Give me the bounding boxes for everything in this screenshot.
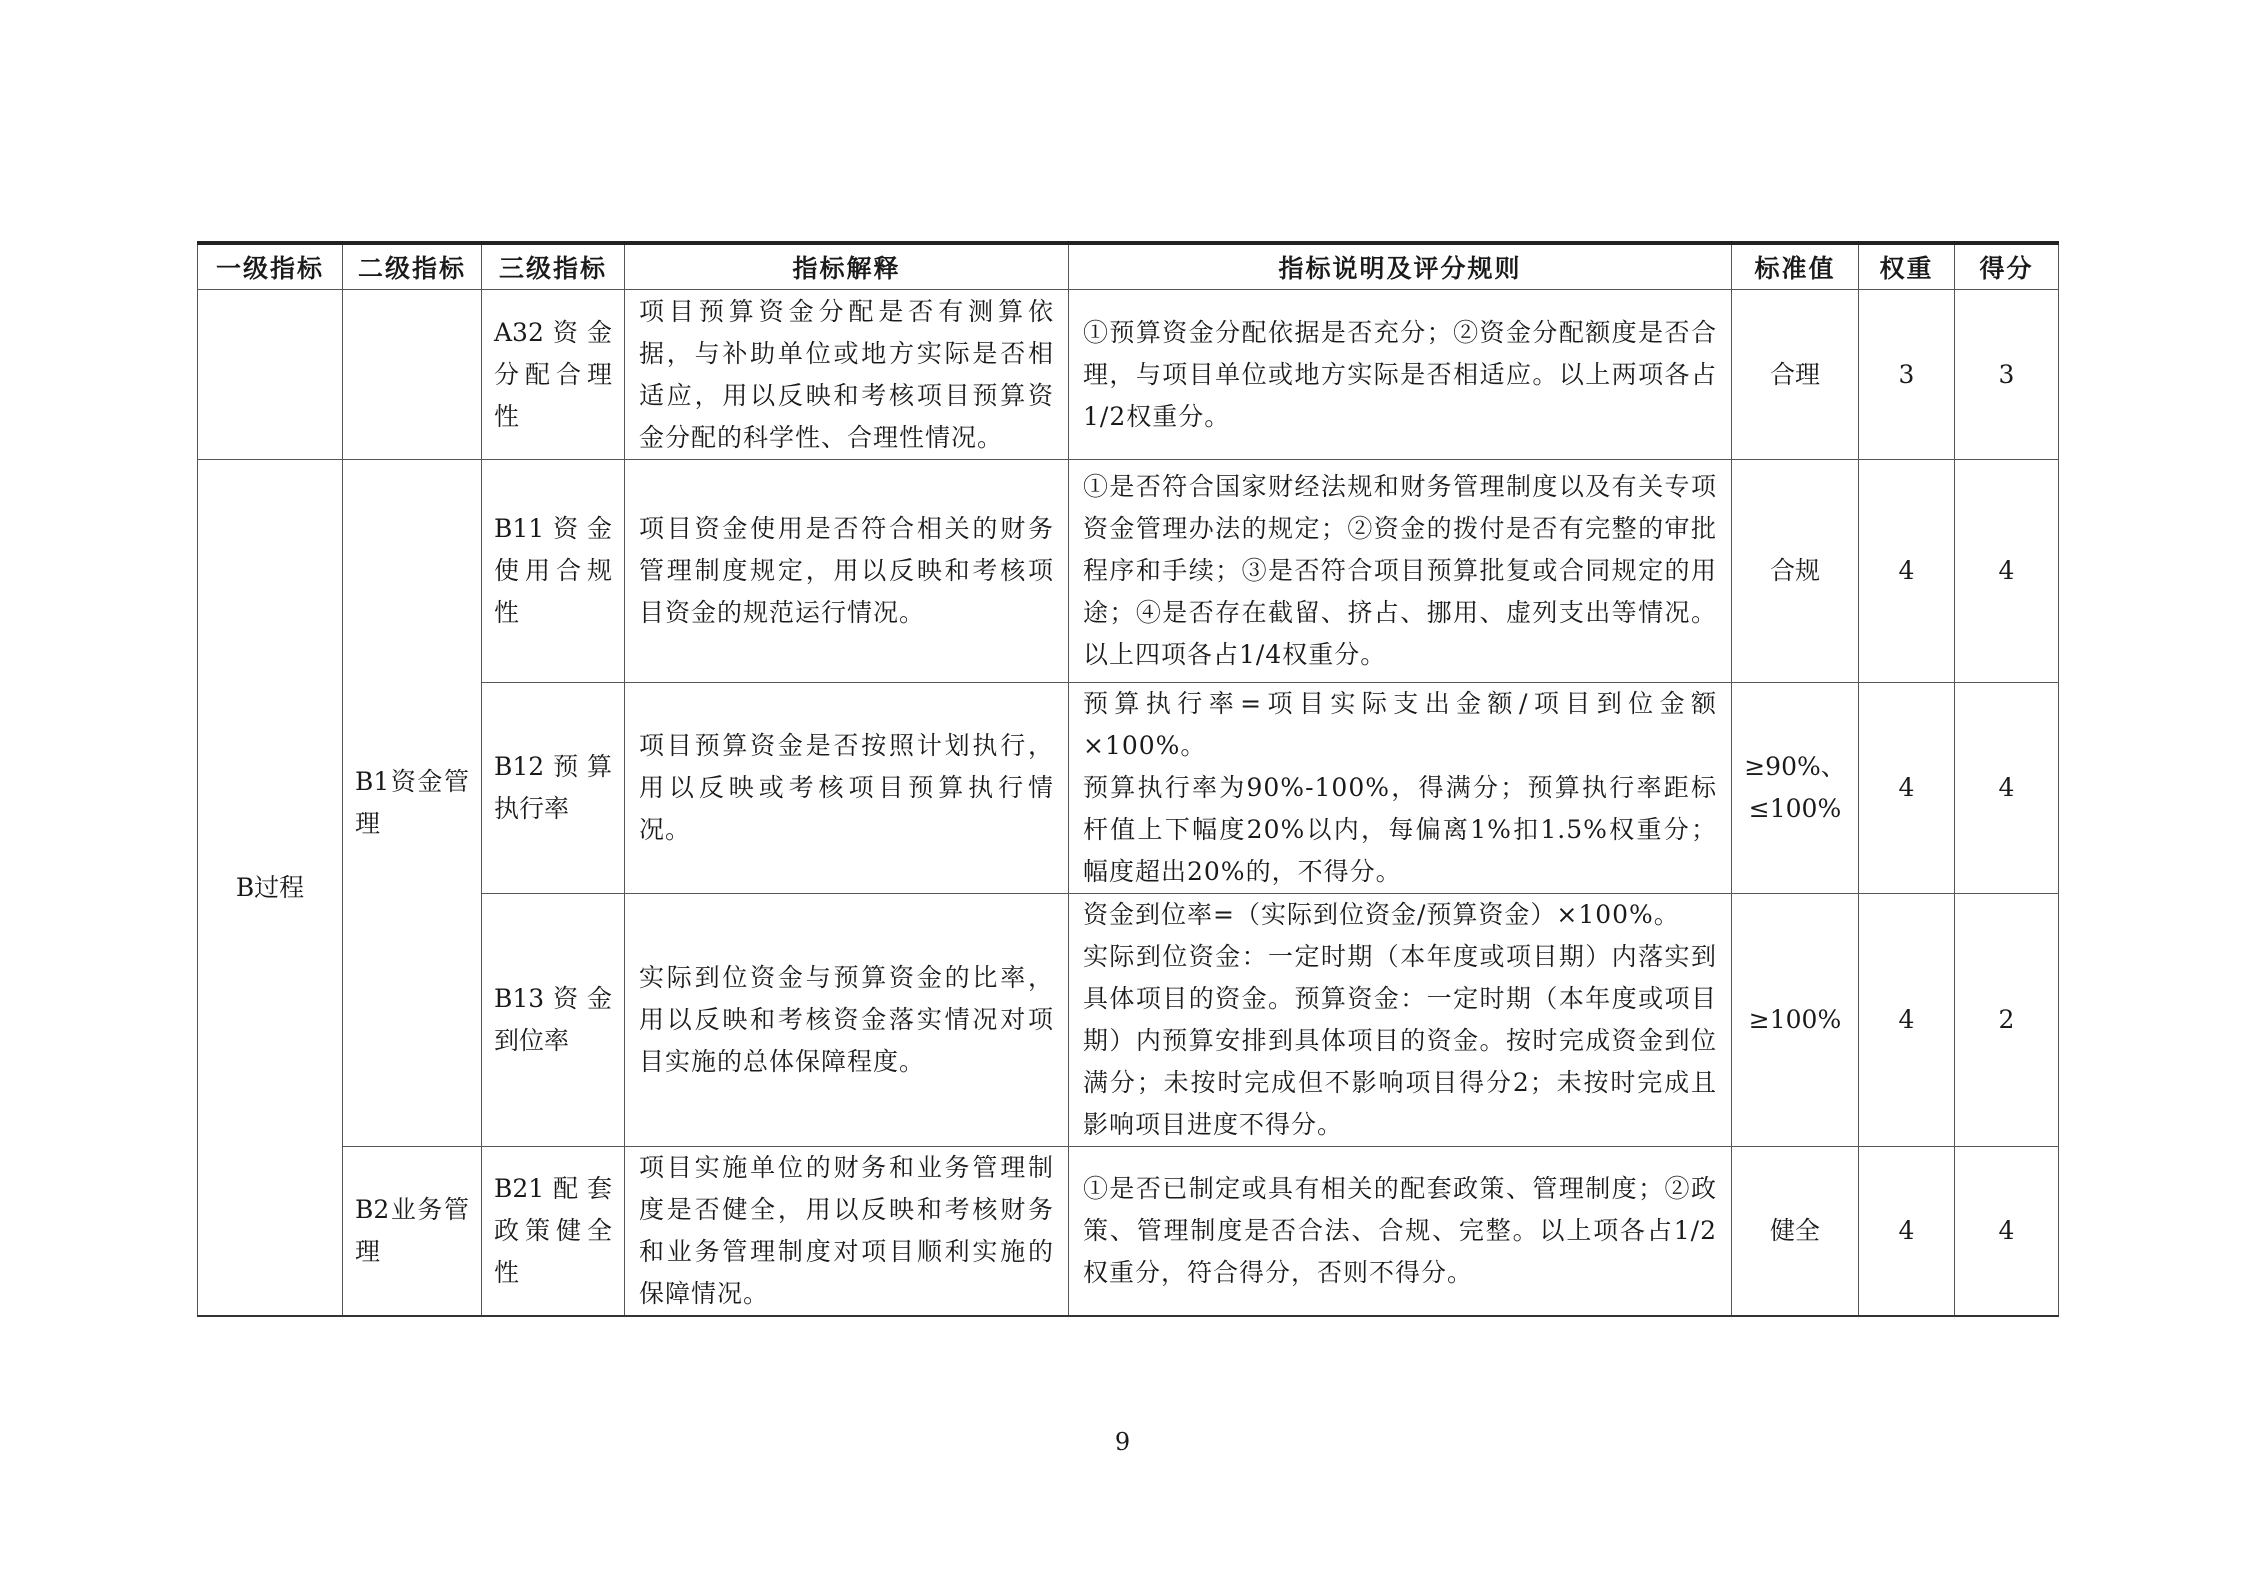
rules-formula: 资金到位率=（实际到位资金/预算资金）×100%。 bbox=[1083, 900, 1680, 929]
standard-cell: 合理 bbox=[1732, 290, 1859, 460]
level3-cell: B11资金使用合规性 bbox=[482, 460, 625, 683]
weight-cell: 3 bbox=[1859, 290, 1955, 460]
score-cell: 4 bbox=[1955, 683, 2059, 894]
indicator-table bbox=[197, 241, 2059, 1317]
header-score: 得分 bbox=[1955, 243, 2059, 290]
rules-text: ①是否符合国家财经法规和财务管理制度以及有关专项资金管理办法的规定；②资金的拨付是否有完整的审批程序和手续；③是否符合项目预算批复或合同规定的用途；④是否存在截留、挤占、挪用、虚列支出等情况。以上四项各占1/4权重分。 bbox=[1083, 472, 1717, 669]
level3-cell: B12预算执行率 bbox=[482, 683, 625, 894]
level3-cell: B13资金到位率 bbox=[482, 894, 625, 1147]
header-row bbox=[198, 243, 2059, 290]
table-row bbox=[198, 460, 2059, 683]
weight-cell: 4 bbox=[1859, 1147, 1955, 1317]
header-level1: 一级指标 bbox=[198, 243, 343, 290]
explanation-cell: 项目实施单位的财务和业务管理制度是否健全，用以反映和考核财务和业务管理制度对项目顺利实施的保障情况。 bbox=[625, 1147, 1069, 1317]
weight-cell: 4 bbox=[1859, 683, 1955, 894]
page-number: 9 bbox=[1114, 1428, 1131, 1456]
standard-cell: ≥90%、≤100% bbox=[1732, 683, 1859, 894]
standard-cell: ≥100% bbox=[1732, 894, 1859, 1147]
rules-cell bbox=[1069, 1147, 1732, 1317]
weight-cell: 4 bbox=[1859, 460, 1955, 683]
level2-cell: B2业务管理 bbox=[343, 1147, 482, 1317]
level3-cell: A32资金分配合理性 bbox=[482, 290, 625, 460]
header-explanation: 指标解释 bbox=[625, 243, 1069, 290]
score-cell: 4 bbox=[1955, 1147, 2059, 1317]
weight-cell: 4 bbox=[1859, 894, 1955, 1147]
standard-cell: 健全 bbox=[1732, 1147, 1859, 1317]
score-cell: 2 bbox=[1955, 894, 2059, 1147]
level2-cell bbox=[343, 290, 482, 460]
header-level3: 三级指标 bbox=[482, 243, 625, 290]
score-cell: 4 bbox=[1955, 460, 2059, 683]
header-standard: 标准值 bbox=[1732, 243, 1859, 290]
explanation-cell: 实际到位资金与预算资金的比率，用以反映和考核资金落实情况对项目实施的总体保障程度。 bbox=[625, 894, 1069, 1147]
rules-text: ①预算资金分配依据是否充分；②资金分配额度是否合理，与项目单位或地方实际是否相适应。以上两项各占1/2权重分。 bbox=[1083, 317, 1717, 431]
header-level2: 二级指标 bbox=[343, 243, 482, 290]
header-weight: 权重 bbox=[1859, 243, 1955, 290]
rules-cell bbox=[1069, 683, 1732, 894]
explanation-cell: 项目资金使用是否符合相关的财务管理制度规定，用以反映和考核项目资金的规范运行情况。 bbox=[625, 460, 1069, 683]
level1-cell: B过程 bbox=[198, 460, 343, 1317]
table-row bbox=[198, 1147, 2059, 1317]
indicator-table-container bbox=[197, 241, 2058, 1317]
rules-text: 实际到位资金：一定时期（本年度或项目期）内落实到具体项目的资金。预算资金：一定时期（本年度或项目期）内预算安排到具体项目的资金。按时完成资金到位满分；未按时完成但不影响项目得分2；未按时完成且影响项目进度不得分。 bbox=[1083, 942, 1717, 1139]
rules-formula: 预算执行率=项目实际支出金额/项目到位金额×100%。 bbox=[1083, 689, 1717, 760]
standard-cell: 合规 bbox=[1732, 460, 1859, 683]
level3-cell: B21配套政策健全性 bbox=[482, 1147, 625, 1317]
rules-text: 预算执行率为90%-100%，得满分；预算执行率距标杆值上下幅度20%以内，每偏离1%扣1.5%权重分；幅度超出20%的，不得分。 bbox=[1083, 773, 1717, 886]
rules-cell bbox=[1069, 894, 1732, 1147]
rules-cell bbox=[1069, 460, 1732, 683]
level2-cell: B1资金管理 bbox=[343, 460, 482, 1147]
rules-text: ①是否已制定或具有相关的配套政策、管理制度；②政策、管理制度是否合法、合规、完整。以上项各占1/2权重分，符合得分，否则不得分。 bbox=[1083, 1174, 1717, 1287]
level1-cell bbox=[198, 290, 343, 460]
table-row bbox=[198, 290, 2059, 460]
explanation-cell: 项目预算资金是否按照计划执行，用以反映或考核项目预算执行情况。 bbox=[625, 683, 1069, 894]
explanation-cell: 项目预算资金分配是否有测算依据，与补助单位或地方实际是否相适应，用以反映和考核项目预算资金分配的科学性、合理性情况。 bbox=[625, 290, 1069, 460]
header-rules: 指标说明及评分规则 bbox=[1069, 243, 1732, 290]
rules-cell bbox=[1069, 290, 1732, 460]
score-cell: 3 bbox=[1955, 290, 2059, 460]
